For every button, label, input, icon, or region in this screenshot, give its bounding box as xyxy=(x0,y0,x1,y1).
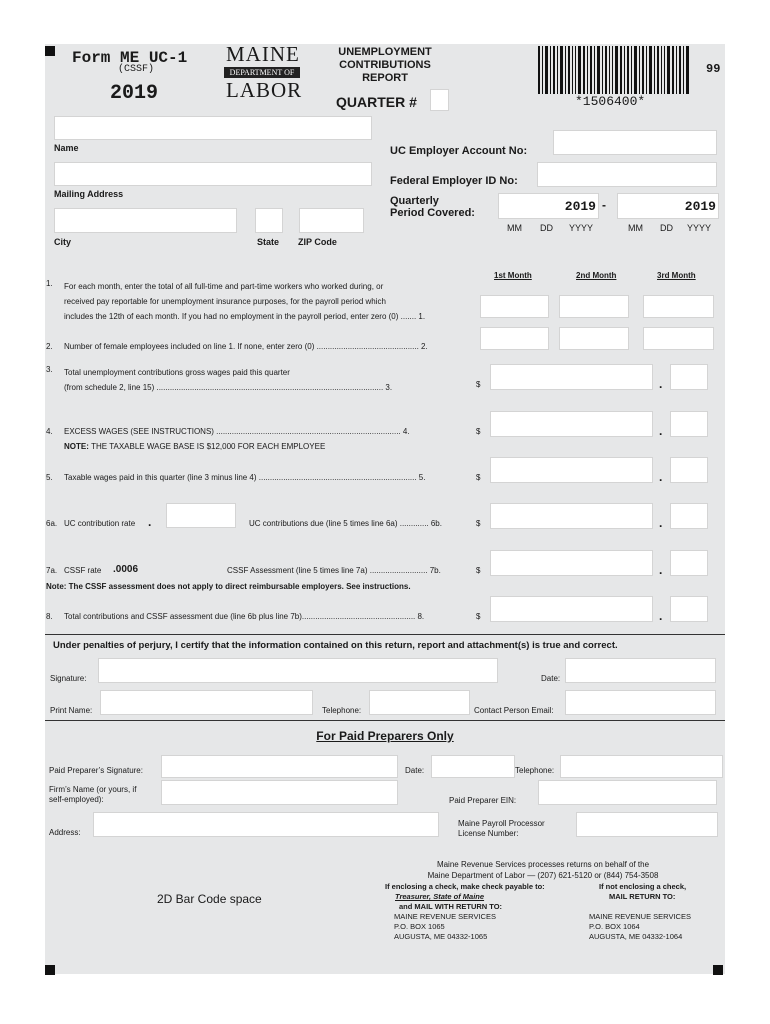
line-4-number: 4. xyxy=(46,427,53,436)
federal-id-label: Federal Employer ID No: xyxy=(390,175,518,187)
line-1-month-1[interactable] xyxy=(480,295,549,318)
line-7a-text: CSSF rate xyxy=(64,566,102,575)
mrs-info: Maine Revenue Services processes returns on behalf of the Maine Department of Labor — (207) 621-5120 or (844) 754-3508 xyxy=(427,860,659,880)
registration-mark xyxy=(45,965,55,975)
period-start-field[interactable] xyxy=(498,193,599,219)
no-check-instructions: If not enclosing a check, MAIL RETURN TO: MAINE REVENUE SERVICES P.O. BOX 1064 AUGUSTA, ME 04332-1064 xyxy=(589,882,691,941)
line-7b-dollars-field[interactable] xyxy=(490,550,653,576)
uc-account-field[interactable] xyxy=(553,130,717,155)
line-6a-decimal: . xyxy=(148,515,152,529)
period-end-field[interactable] xyxy=(617,193,719,219)
barcode xyxy=(538,46,690,94)
line-6b-dollars-field[interactable] xyxy=(490,503,653,529)
registration-mark xyxy=(713,965,723,975)
check-instructions: If enclosing a check, make check payable to: Treasurer, State of Maine and MAIL WITH RETURN TO: MAINE REVENUE SERVICES P.O. BOX 1065 AUGUSTA, ME 04332-1065 xyxy=(385,882,545,941)
period-start-year: 2019 xyxy=(564,199,596,214)
line-5-dollar: $ xyxy=(476,473,481,482)
period-dash: - xyxy=(602,198,606,212)
telephone-field[interactable] xyxy=(369,690,470,715)
line-6b-cents-field[interactable] xyxy=(670,503,708,529)
firm-name-field[interactable] xyxy=(161,780,398,805)
form-subtitle: (CSSF) xyxy=(118,64,155,75)
zip-label: ZIP Code xyxy=(298,237,337,247)
line-2-month-2[interactable] xyxy=(559,327,629,350)
signature-label: Signature: xyxy=(50,674,87,683)
line-6a-number: 6a. xyxy=(46,519,58,528)
zip-field[interactable] xyxy=(299,208,364,233)
preparer-signature-field[interactable] xyxy=(161,755,398,778)
preparer-ein-label: Paid Preparer EIN: xyxy=(449,796,517,805)
date-format-yyyy: YYYY xyxy=(569,223,594,233)
preparer-address-label: Address: xyxy=(49,828,81,837)
line-2-text: Number of female employees included on line 1. If none, enter zero (0) .............................................. 2. xyxy=(64,342,428,351)
barcode-text: *1506400* xyxy=(575,94,646,109)
date-field[interactable] xyxy=(565,658,716,683)
line-5-decimal: . xyxy=(659,470,663,484)
preparer-ein-field[interactable] xyxy=(538,780,717,805)
line-7b-text: CSSF Assessment (line 5 times line 7a) .......................... 7b. xyxy=(227,566,441,575)
date-format-dd: DD xyxy=(660,223,673,233)
city-label: City xyxy=(54,237,72,247)
agency-maine: MAINE xyxy=(226,42,300,66)
divider xyxy=(45,720,725,721)
date-format-yyyy: YYYY xyxy=(687,223,712,233)
line-6a-text: UC contribution rate xyxy=(64,519,136,528)
telephone-label: Telephone: xyxy=(322,706,362,715)
line-5-text: Taxable wages paid in this quarter (line 3 minus line 4) ....................................................................... 5. xyxy=(64,473,426,482)
city-field[interactable] xyxy=(54,208,237,233)
line-3-decimal: . xyxy=(659,377,663,391)
line-7-note: Note: The CSSF assessment does not apply to direct reimbursable employers. See instructions. xyxy=(46,582,411,591)
line-2-month-1[interactable] xyxy=(480,327,549,350)
line-5-dollars-field[interactable] xyxy=(490,457,653,483)
divider xyxy=(45,634,725,635)
firm-name-label: Firm’s Name (or yours, if self-employed): xyxy=(49,785,137,804)
month-2-header: 2nd Month xyxy=(576,271,617,280)
line-8-cents-field[interactable] xyxy=(670,596,708,622)
print-name-label: Print Name: xyxy=(50,706,93,715)
line-3-cents-field[interactable] xyxy=(670,364,708,390)
preparer-telephone-field[interactable] xyxy=(560,755,723,778)
agency-department: DEPARTMENT OF xyxy=(224,67,300,78)
email-label: Contact Person Email: xyxy=(474,706,554,715)
line-1-text: For each month, enter the total of all full-time and part-time workers who worked during, or received pay reportable for unemployment insurance purposes, for the payroll period which includes the 12th of each month. If you had no employment in the payroll period, enter zero (0) ....... 1. xyxy=(64,282,426,321)
preparer-heading: For Paid Preparers Only xyxy=(316,729,454,743)
print-name-field[interactable] xyxy=(100,690,313,715)
line-4-cents-field[interactable] xyxy=(670,411,708,437)
quarter-input[interactable] xyxy=(430,89,449,111)
line-5-cents-field[interactable] xyxy=(670,457,708,483)
line-8-decimal: . xyxy=(659,609,663,623)
email-field[interactable] xyxy=(565,690,716,715)
line-7a-number: 7a. xyxy=(46,566,58,575)
line-5-number: 5. xyxy=(46,473,53,482)
mailing-address-field[interactable] xyxy=(54,162,372,186)
preparer-date-field[interactable] xyxy=(431,755,515,778)
line-7b-cents-field[interactable] xyxy=(670,550,708,576)
line-3-text: Total unemployment contributions gross wages paid this quarter (from schedule 2, line 15) ...................................................................................................... 3. xyxy=(64,368,393,392)
signature-field[interactable] xyxy=(98,658,498,683)
line-4-note: NOTE: THE TAXABLE WAGE BASE IS $12,000 FOR EACH EMPLOYEE xyxy=(64,442,326,451)
barcode-space-label: 2D Bar Code space xyxy=(157,892,262,906)
line-6b-decimal: . xyxy=(659,516,663,530)
period-end-year: 2019 xyxy=(684,199,716,214)
cssf-rate-value: .0006 xyxy=(113,564,139,575)
preparer-signature-label: Paid Preparer’s Signature: xyxy=(49,766,143,775)
line-1-number: 1. xyxy=(46,279,53,288)
line-7b-dollar: $ xyxy=(476,566,481,575)
report-title: UNEMPLOYMENT CONTRIBUTIONS REPORT xyxy=(338,46,432,84)
line-6b-dollar: $ xyxy=(476,519,481,528)
preparer-telephone-label: Telephone: xyxy=(515,766,555,775)
license-field[interactable] xyxy=(576,812,718,837)
month-1-header: 1st Month xyxy=(494,271,532,280)
line-4-text: EXCESS WAGES (SEE INSTRUCTIONS) ................................................................................... 4. xyxy=(64,427,410,436)
line-4-decimal: . xyxy=(659,424,663,438)
date-format-mm: MM xyxy=(507,223,522,233)
month-3-header: 3rd Month xyxy=(657,271,696,280)
line-4-dollar: $ xyxy=(476,427,481,436)
period-label: Quarterly Period Covered: xyxy=(390,195,475,219)
date-label: Date: xyxy=(541,674,561,683)
state-field[interactable] xyxy=(255,208,283,233)
preparer-date-label: Date: xyxy=(405,766,425,775)
registration-mark xyxy=(45,46,55,56)
quarter-label: QUARTER # xyxy=(336,94,417,110)
certification-statement: Under penalties of perjury, I certify that the information contained on this return, report and attachment(s) is true and correct. xyxy=(53,640,618,651)
uc-account-label: UC Employer Account No: xyxy=(390,145,528,157)
date-format-mm: MM xyxy=(628,223,643,233)
federal-id-field[interactable] xyxy=(537,162,717,187)
state-label: State xyxy=(257,237,280,247)
form-title: Form ME UC-1 xyxy=(72,49,188,67)
preparer-address-field[interactable] xyxy=(93,812,439,837)
agency-labor: LABOR xyxy=(226,78,303,102)
date-format-dd: DD xyxy=(540,223,553,233)
mailing-address-label: Mailing Address xyxy=(54,189,124,199)
line-1-month-2[interactable] xyxy=(559,295,629,318)
line-8-dollars-field[interactable] xyxy=(490,596,653,622)
line-4-dollars-field[interactable] xyxy=(490,411,653,437)
line-8-text: Total contributions and CSSF assessment due (line 6b plus line 7b)................................................... 8. xyxy=(64,612,425,621)
uc-rate-field[interactable] xyxy=(166,503,236,528)
line-8-number: 8. xyxy=(46,612,53,621)
line-1-month-3[interactable] xyxy=(643,295,714,318)
line-3-number: 3. xyxy=(46,365,53,374)
license-label: Maine Payroll Processor License Number: xyxy=(458,819,545,838)
line-2-number: 2. xyxy=(46,342,53,351)
form-year: 2019 xyxy=(110,82,159,105)
line-7b-decimal: . xyxy=(659,563,663,577)
name-field[interactable] xyxy=(54,116,372,140)
corner-code: 99 xyxy=(706,62,721,76)
line-3-dollar: $ xyxy=(476,380,481,389)
line-8-dollar: $ xyxy=(476,612,481,621)
name-label: Name xyxy=(54,143,79,153)
line-2-month-3[interactable] xyxy=(643,327,714,350)
line-3-dollars-field[interactable] xyxy=(490,364,653,390)
line-6b-text: UC contributions due (line 5 times line 6a) ............. 6b. xyxy=(249,519,442,528)
